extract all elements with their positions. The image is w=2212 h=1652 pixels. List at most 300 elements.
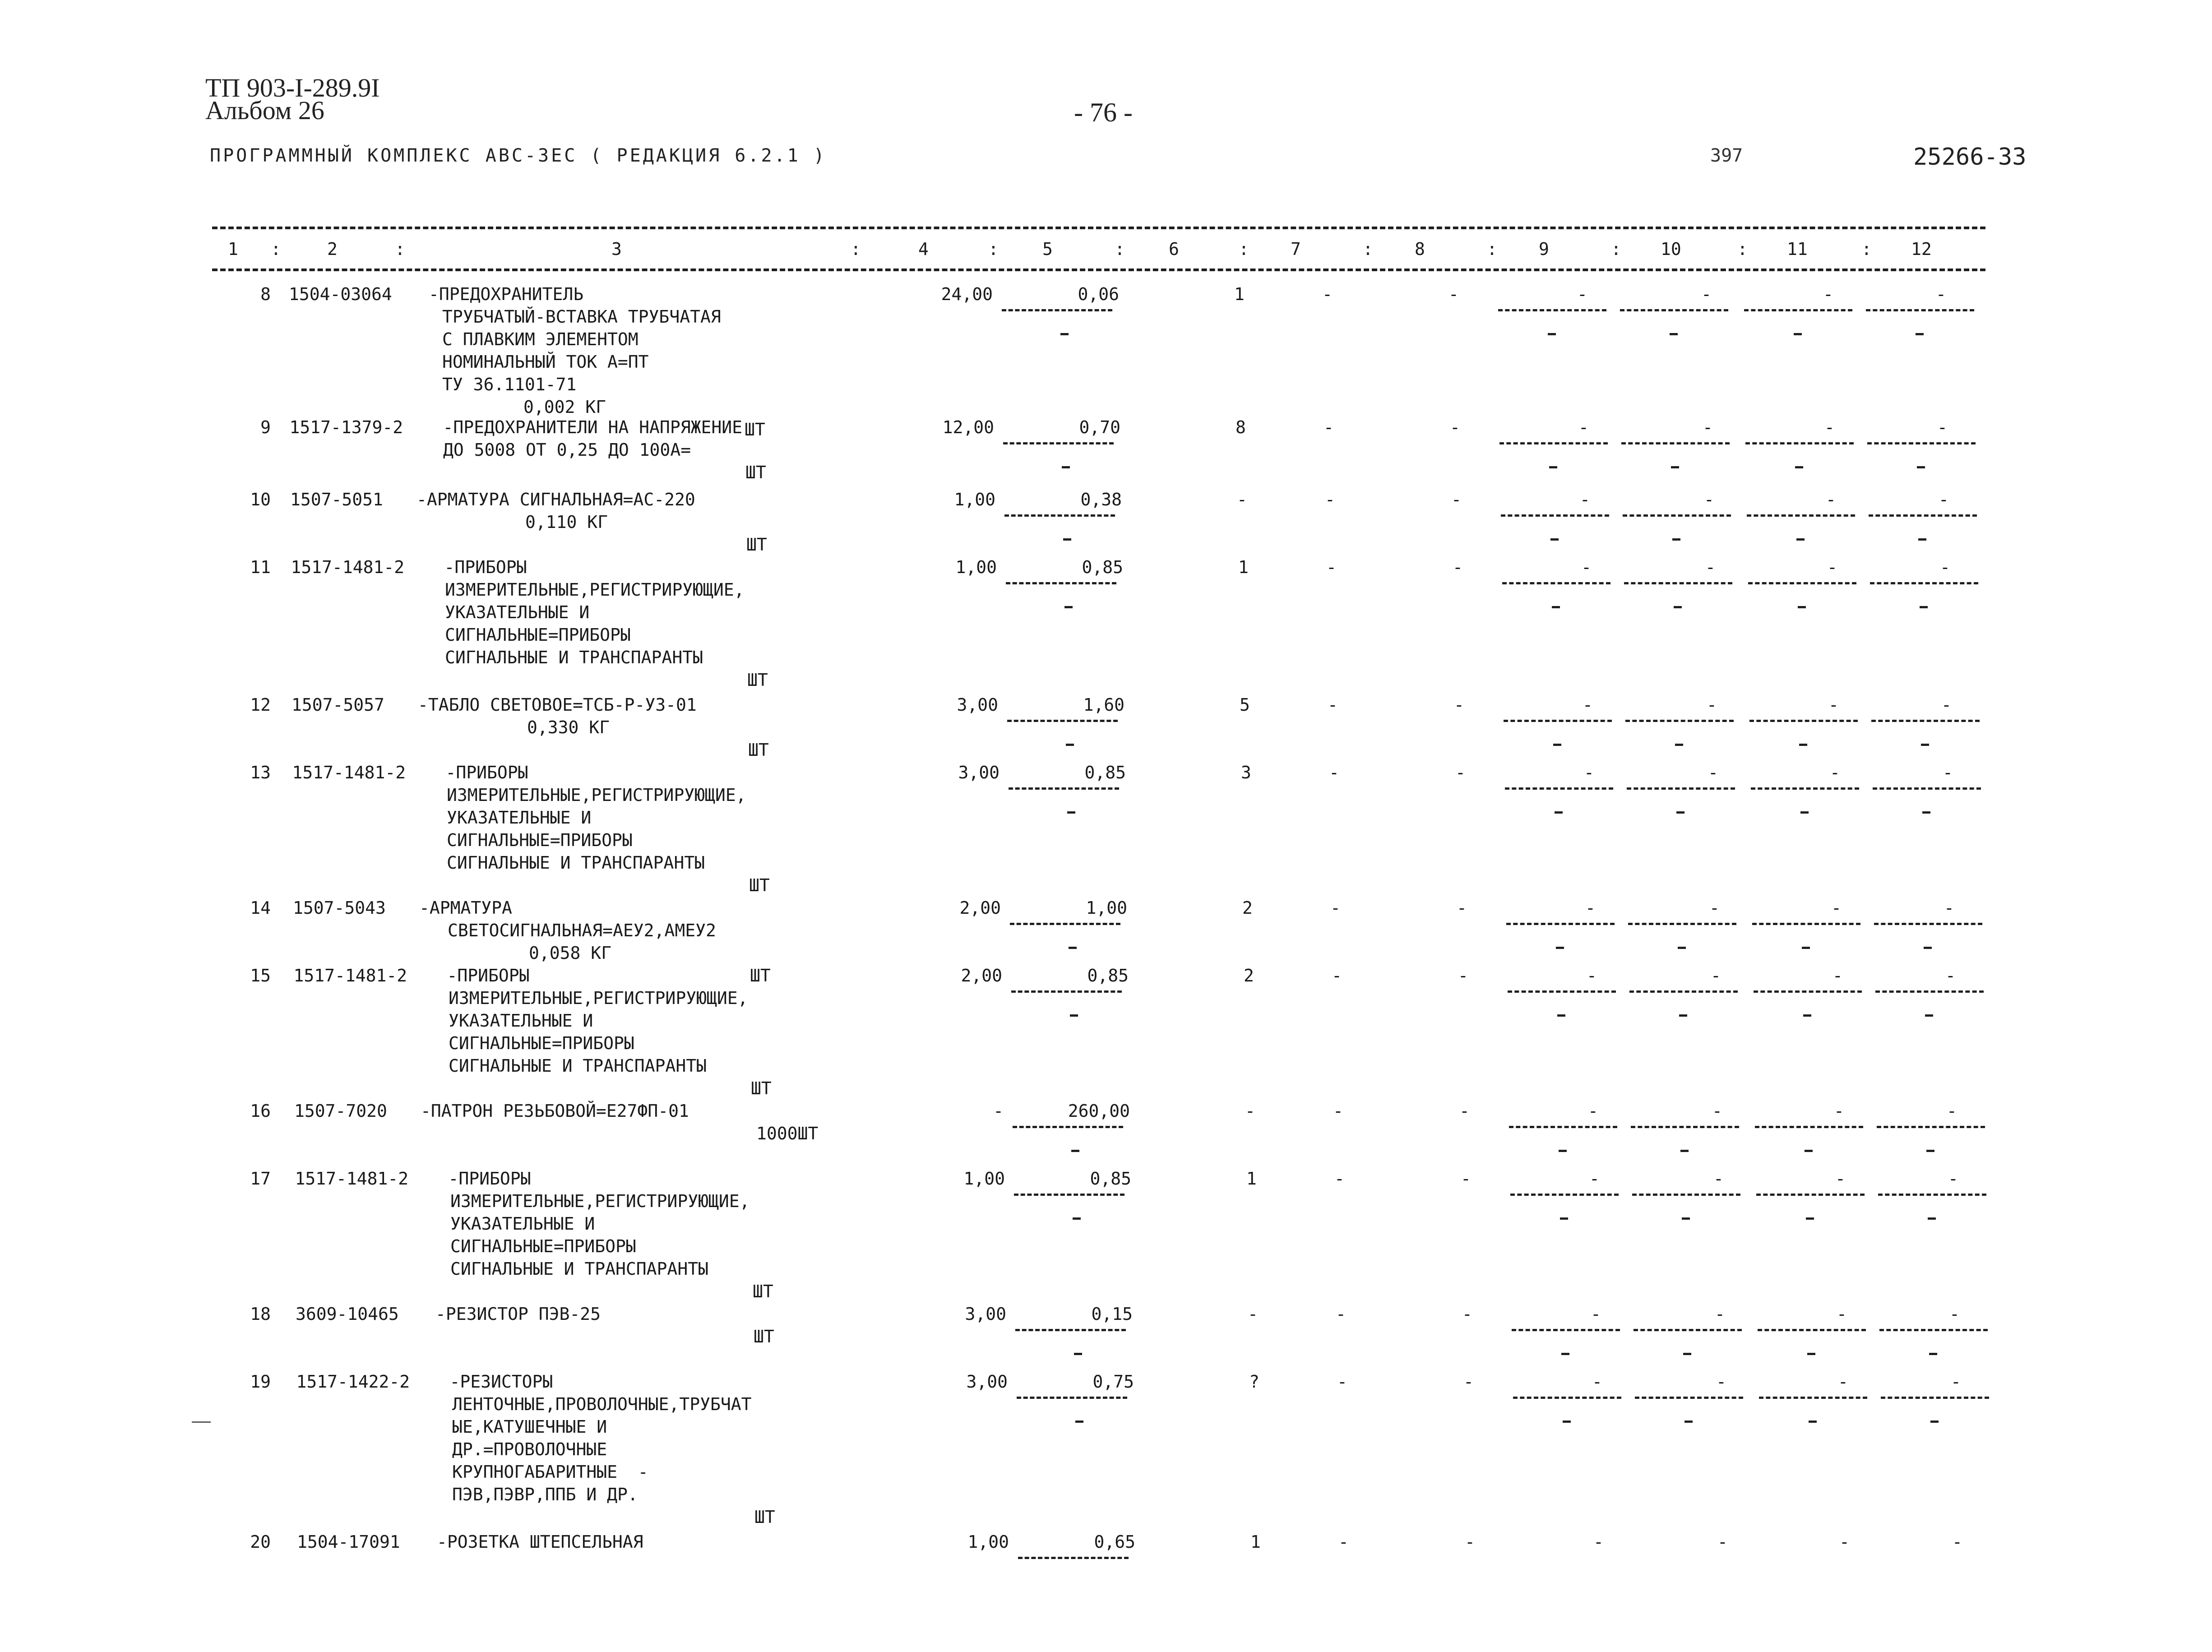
cell-underline (1871, 720, 1980, 722)
dash-value: - (1585, 898, 1596, 918)
dash-value: - (1323, 417, 1334, 437)
cell-underline (1754, 990, 1862, 993)
dash-value: - (1329, 763, 1339, 782)
unit-price-value: 0,75 (1092, 1372, 1134, 1392)
description-line: ШТ (750, 966, 771, 986)
unit-price-value: 0,85 (1084, 763, 1126, 782)
dash-value: - (1326, 557, 1337, 577)
resource-code: 1517-1481-2 (293, 966, 407, 986)
cell-underline (1635, 1397, 1743, 1399)
row-number: 8 (260, 284, 271, 304)
dash-value: - (1949, 1304, 1960, 1324)
description-line: -ПРЕДОХРАНИТЕЛЬ (429, 284, 584, 304)
unit-price-value: 0,38 (1080, 490, 1122, 509)
description-line: СИГНАЛЬНЫЕ И ТРАНСПАРАНТЫ (445, 648, 703, 667)
resource-code: 1504-03064 (289, 284, 392, 304)
quantity-value: 3,00 (966, 1372, 1008, 1392)
dash-value: - (1450, 417, 1460, 437)
quantity-value: 1,00 (963, 1169, 1005, 1189)
column-header: 7 (1291, 239, 1301, 259)
column-header: 12 (1911, 239, 1932, 259)
description-line: ШТ (746, 535, 767, 555)
dash-value: - (1336, 1304, 1346, 1324)
description-line: -ПРИБОРЫ (444, 557, 527, 577)
dash-value: - (1838, 1372, 1848, 1392)
dash-value: - (1943, 763, 1953, 782)
dash-mark (1926, 1150, 1934, 1152)
column-6-value: - (1245, 1101, 1255, 1121)
dash-mark (1676, 811, 1684, 814)
unit-price-value: 1,00 (1086, 898, 1127, 918)
dash-value: - (1948, 1169, 1958, 1189)
quantity-value: 3,00 (957, 695, 998, 715)
dash-mark (1918, 538, 1926, 541)
column-6-value: - (1248, 1304, 1258, 1324)
cell-underline (1758, 1329, 1866, 1331)
cell-underline (1499, 442, 1608, 444)
dash-value: - (1712, 1101, 1722, 1121)
column-separator: : (1363, 239, 1373, 259)
cell-underline (1498, 309, 1606, 311)
dash-value: - (1940, 557, 1950, 577)
dash-mark (1682, 1217, 1690, 1220)
dash-mark (1074, 1353, 1082, 1355)
price-underline (1010, 923, 1120, 925)
dash-value: - (1939, 490, 1949, 509)
cell-underline (1881, 1397, 1989, 1399)
cell-underline (1747, 514, 1855, 517)
resource-code: 3609-10465 (296, 1304, 399, 1324)
dash-value: - (1711, 966, 1721, 986)
dash-value: - (1833, 966, 1843, 986)
dash-mark (1670, 333, 1678, 335)
cell-underline (1620, 309, 1728, 311)
dash-mark (1809, 1421, 1817, 1423)
column-header: 1 (228, 239, 238, 259)
dash-mark (1679, 1014, 1687, 1017)
cell-underline (1634, 1329, 1742, 1331)
program-title: ПРОГРАММНЫЙ КОМПЛЕКС АВС-3ЕС ( РЕДАКЦИЯ 6.2.1 ) (210, 145, 827, 166)
dash-value: - (1592, 1372, 1602, 1392)
description-line: ИЗМЕРИТЕЛЬНЫЕ,РЕГИСТРИРУЮЩИЕ, (450, 1191, 750, 1211)
dash-value: - (1330, 898, 1341, 918)
cell-underline (1508, 990, 1616, 993)
dash-value: - (1333, 1101, 1343, 1121)
column-6-value: ? (1249, 1372, 1259, 1392)
dash-value: - (1325, 490, 1335, 509)
table-row (0, 1304, 2212, 1347)
dash-mark (1802, 947, 1810, 949)
dash-mark (1073, 1217, 1081, 1220)
dash-mark (1563, 1421, 1571, 1423)
dash-mark (1806, 1217, 1814, 1220)
description-line: ЛЕНТОЧНЫЕ,ПРОВОЛОЧНЫЕ,ТРУБЧАТ (452, 1394, 752, 1414)
column-separator: : (851, 239, 861, 259)
column-6-value: - (1237, 490, 1247, 509)
resource-code: 1517-1481-2 (291, 557, 405, 577)
resource-code: 1507-5057 (292, 695, 384, 715)
price-underline (1013, 1126, 1123, 1128)
row-number: 12 (250, 695, 271, 715)
description-line: ШТ (745, 420, 765, 440)
quantity-value: 1,00 (955, 557, 997, 577)
description-line: СИГНАЛЬНЫЕ И ТРАНСПАРАНТЫ (450, 1259, 708, 1279)
column-6-value: 1 (1250, 1532, 1261, 1552)
dash-value: - (1828, 695, 1839, 715)
dash-value: - (1578, 417, 1589, 437)
cell-underline (1512, 1329, 1620, 1331)
description-line: УКАЗАТЕЛЬНЫЕ И (449, 1011, 593, 1031)
dash-mark (1684, 1421, 1693, 1423)
price-underline (1004, 514, 1115, 517)
dash-mark (1796, 538, 1805, 541)
dash-value: - (1448, 284, 1459, 304)
dash-mark (1561, 1353, 1569, 1355)
description-line: СИГНАЛЬНЫЕ=ПРИБОРЫ (447, 830, 633, 850)
dash-mark (1924, 947, 1932, 949)
dash-mark (1683, 1353, 1691, 1355)
dash-mark (1672, 538, 1680, 541)
description-line: -РОЗЕТКА ШТЕПСЕЛЬНАЯ (437, 1532, 643, 1552)
dash-value: - (1937, 417, 1948, 437)
column-header: 8 (1415, 239, 1425, 259)
dash-value: - (1707, 695, 1717, 715)
dash-value: - (1839, 1532, 1850, 1552)
row-number: 14 (250, 898, 271, 918)
cell-underline (1745, 442, 1854, 444)
dash-value: - (1834, 1101, 1844, 1121)
dash-value: - (1835, 1169, 1846, 1189)
dash-value: - (1826, 490, 1836, 509)
description-line: СИГНАЛЬНЫЕ=ПРИБОРЫ (445, 625, 631, 645)
column-separator: : (1611, 239, 1621, 259)
dash-mark (1075, 1421, 1083, 1423)
price-underline (1018, 1557, 1129, 1559)
dash-value: - (1459, 1101, 1470, 1121)
resource-code: 1507-5043 (293, 898, 386, 918)
dash-value: - (1716, 1372, 1726, 1392)
table-header-rule (212, 268, 1985, 271)
description-line: -ТАБЛО СВЕТОВОЕ=ТСБ-Р-У3-01 (418, 695, 697, 715)
description-line: СИГНАЛЬНЫЕ=ПРИБОРЫ (450, 1236, 636, 1256)
column-header: 3 (611, 239, 622, 259)
dash-value: - (1581, 557, 1592, 577)
cell-underline (1874, 923, 1982, 925)
column-separator: : (395, 239, 405, 259)
table-top-rule (212, 227, 1985, 229)
dash-value: - (1451, 490, 1462, 509)
dash-mark (1550, 538, 1559, 541)
cell-underline (1628, 923, 1736, 925)
dash-value: - (1936, 284, 1946, 304)
cell-underline (1878, 1194, 1986, 1196)
column-separator: : (988, 239, 999, 259)
dash-mark (1556, 947, 1564, 949)
description-line: -ПРЕДОХРАНИТЕЛИ НА НАПРЯЖЕНИЕ (443, 417, 742, 437)
row-number: 19 (250, 1372, 271, 1392)
description-line: 0,110 КГ (525, 512, 608, 532)
cell-underline (1624, 582, 1732, 584)
cell-underline (1631, 1126, 1739, 1128)
column-header: 4 (918, 239, 929, 259)
description-line: -АРМАТУРА (419, 898, 512, 918)
description-line: ЫЕ,КАТУШЕЧНЫЕ И (452, 1417, 607, 1437)
column-6-value: 2 (1244, 966, 1254, 986)
dash-value: - (1465, 1532, 1475, 1552)
dash-value: - (1830, 763, 1840, 782)
quantity-value: 12,00 (942, 417, 994, 437)
cell-underline (1621, 442, 1730, 444)
dash-mark (1549, 466, 1557, 468)
column-header: 10 (1661, 239, 1681, 259)
margin-mark (192, 1421, 211, 1423)
column-header: 6 (1169, 239, 1179, 259)
resource-code: 1517-1481-2 (295, 1169, 409, 1189)
quantity-value: 2,00 (961, 966, 1002, 986)
dash-mark (1071, 1150, 1079, 1152)
dash-value: - (1589, 1169, 1600, 1189)
column-header: 11 (1787, 239, 1808, 259)
dash-mark (1555, 811, 1563, 814)
dash-value: - (1334, 1169, 1345, 1189)
cell-underline (1744, 309, 1852, 311)
dash-mark (1067, 811, 1075, 814)
column-separator: : (1737, 239, 1748, 259)
cell-underline (1510, 1194, 1619, 1196)
unit-price-value: 0,15 (1091, 1304, 1133, 1324)
price-underline (1011, 990, 1122, 993)
cell-underline (1875, 990, 1984, 993)
dash-mark (1917, 466, 1925, 468)
description-line: -ПРИБОРЫ (445, 763, 528, 782)
cell-underline (1632, 1194, 1740, 1196)
description-line: ИЗМЕРИТЕЛЬНЫЕ,РЕГИСТРИРУЮЩИЕ, (447, 785, 746, 805)
dash-value: - (1944, 898, 1954, 918)
description-line: ШТ (745, 463, 766, 482)
dash-mark (1925, 1014, 1933, 1017)
cell-underline (1749, 720, 1858, 722)
description-line: ШТ (751, 1078, 772, 1098)
dash-mark (1920, 606, 1928, 608)
dash-mark (1795, 466, 1803, 468)
description-line: СИГНАЛЬНЫЕ=ПРИБОРЫ (449, 1033, 634, 1053)
cell-underline (1870, 582, 1978, 584)
unit-price-value: 0,85 (1090, 1169, 1131, 1189)
dash-mark (1063, 538, 1071, 541)
price-underline (1017, 1397, 1127, 1399)
cell-underline (1509, 1126, 1617, 1128)
cell-underline (1748, 582, 1856, 584)
dash-mark (1070, 1014, 1078, 1017)
dash-value: - (1591, 1304, 1601, 1324)
cell-underline (1751, 787, 1859, 790)
description-line: -РЕЗИСТОРЫ (449, 1372, 553, 1392)
column-separator: : (1487, 239, 1497, 259)
dash-value: - (1715, 1304, 1725, 1324)
row-number: 15 (250, 966, 271, 986)
dash-value: - (1704, 490, 1714, 509)
dash-mark (1807, 1353, 1815, 1355)
page-number: - 76 - (1074, 97, 1133, 127)
dash-value: - (1322, 284, 1333, 304)
dash-value: - (1453, 557, 1463, 577)
cell-underline (1756, 1194, 1865, 1196)
description-line: 0,002 КГ (523, 397, 606, 417)
cell-underline (1869, 514, 1977, 517)
dash-value: - (1823, 284, 1833, 304)
dash-mark (1799, 744, 1807, 746)
row-number: 13 (250, 763, 271, 782)
column-separator: : (1861, 239, 1872, 259)
dash-value: - (1462, 1304, 1472, 1324)
column-separator: : (271, 239, 281, 259)
cell-underline (1513, 1397, 1621, 1399)
cell-underline (1752, 923, 1860, 925)
resource-code: 1504-17091 (297, 1532, 400, 1552)
dash-mark (1805, 1150, 1813, 1152)
cell-underline (1759, 1397, 1867, 1399)
column-6-value: 1 (1238, 557, 1249, 577)
column-header: 9 (1539, 239, 1549, 259)
description-line: ШТ (749, 875, 770, 895)
resource-code: 1517-1481-2 (292, 763, 406, 782)
price-underline (1003, 442, 1114, 444)
column-6-value: 1 (1234, 284, 1245, 304)
price-underline (1009, 787, 1119, 790)
dash-mark (1794, 333, 1802, 335)
column-separator: : (1115, 239, 1125, 259)
dash-mark (1798, 606, 1806, 608)
dash-value: - (1332, 966, 1342, 986)
dash-mark (1922, 811, 1930, 814)
resource-code: 1507-5051 (290, 490, 383, 509)
cell-underline (1873, 787, 1981, 790)
dash-value: - (1703, 417, 1713, 437)
price-underline (1015, 1329, 1126, 1331)
description-line: -ПРИБОРЫ (448, 1169, 531, 1189)
dash-value: - (1584, 763, 1594, 782)
dash-value: - (1337, 1372, 1347, 1392)
album-number: Альбом 26 (205, 96, 324, 125)
description-line: НОМИНАЛЬНЫЙ ТОК А=ПТ (442, 352, 649, 372)
quantity-value: 1,00 (967, 1532, 1009, 1552)
cell-underline (1501, 514, 1609, 517)
unit-price-value: 0,65 (1094, 1532, 1135, 1552)
description-line: УКАЗАТЕЛЬНЫЕ И (450, 1214, 595, 1234)
column-6-value: 3 (1241, 763, 1251, 782)
cell-underline (1625, 720, 1734, 722)
resource-code: 1507-7020 (294, 1101, 387, 1121)
dash-value: - (1709, 898, 1720, 918)
dash-mark (1069, 947, 1077, 949)
dash-value: - (1328, 695, 1338, 715)
description-line: С ПЛАВКИМ ЭЛЕМЕНТОМ (442, 329, 639, 349)
quantity-value: 1,00 (954, 490, 995, 509)
description-line: ИЗМЕРИТЕЛЬНЫЕ,РЕГИСТРИРУЮЩИЕ, (449, 988, 748, 1008)
dash-mark (1671, 466, 1679, 468)
description-line: ДО 5008 ОТ 0,25 ДО 100А= (443, 440, 691, 460)
column-6-value: 8 (1236, 417, 1246, 437)
cell-underline (1623, 514, 1731, 517)
unit-price-value: 0,06 (1078, 284, 1119, 304)
dash-value: - (1577, 284, 1587, 304)
dash-mark (1560, 1217, 1568, 1220)
dash-value: - (1951, 1372, 1961, 1392)
dash-mark (1674, 606, 1682, 608)
dash-value: - (1941, 695, 1952, 715)
dash-value: - (1583, 695, 1593, 715)
dash-mark (1929, 1353, 1937, 1355)
dash-value: - (1831, 898, 1842, 918)
unit-price-value: 0,85 (1082, 557, 1123, 577)
cell-underline (1879, 1329, 1988, 1331)
dash-mark (1060, 333, 1069, 335)
dash-value: - (1593, 1532, 1604, 1552)
dash-value: - (1708, 763, 1718, 782)
dash-mark (1675, 744, 1683, 746)
description-line: ШТ (754, 1327, 774, 1347)
description-line: -АРМАТУРА СИГНАЛЬНАЯ=АС-220 (416, 490, 695, 509)
column-6-value: 1 (1246, 1169, 1257, 1189)
dash-value: - (1455, 763, 1466, 782)
column-header: 2 (327, 239, 338, 259)
description-line: -ПРИБОРЫ (447, 966, 530, 986)
document-code: ТП 903-I-289.9I (205, 73, 380, 102)
cell-underline (1629, 990, 1738, 993)
dash-value: - (1945, 966, 1956, 986)
description-line: ДР.=ПРОВОЛОЧНЫЕ (452, 1439, 607, 1459)
dash-mark (1559, 1150, 1567, 1152)
cell-underline (1506, 923, 1615, 925)
cell-underline (1866, 309, 1974, 311)
row-number: 16 (250, 1101, 271, 1121)
quantity-value: - (993, 1101, 1004, 1121)
dash-mark (1930, 1421, 1939, 1423)
dash-value: - (1717, 1532, 1728, 1552)
cell-underline (1867, 442, 1976, 444)
price-underline (1007, 720, 1118, 722)
cell-underline (1502, 582, 1610, 584)
sheet-number: 397 (1710, 145, 1743, 166)
description-line: УКАЗАТЕЛЬНЫЕ И (445, 602, 590, 622)
description-line: -ПАТРОН РЕЗЬБОВОЙ=Е27ФП-01 (421, 1101, 689, 1121)
description-line: СИГНАЛЬНЫЕ И ТРАНСПАРАНТЫ (447, 853, 705, 873)
dash-value: - (1947, 1101, 1957, 1121)
description-line: СИГНАЛЬНЫЕ И ТРАНСПАРАНТЫ (449, 1056, 707, 1076)
dash-value: - (1580, 490, 1590, 509)
dash-mark (1064, 606, 1073, 608)
quantity-value: 24,00 (941, 284, 993, 304)
dash-mark (1552, 606, 1560, 608)
dash-value: - (1713, 1169, 1724, 1189)
row-number: 9 (260, 417, 271, 437)
dash-mark (1928, 1217, 1936, 1220)
quantity-value: 2,00 (959, 898, 1001, 918)
description-line: 0,330 КГ (527, 717, 610, 737)
estimate-code: 25266-33 (1913, 143, 2027, 171)
row-number: 10 (250, 490, 271, 509)
description-line: -РЕЗИСТОР ПЭВ-25 (435, 1304, 601, 1324)
description-line: УКАЗАТЕЛЬНЫЕ И (447, 808, 592, 828)
dash-mark (1557, 1014, 1565, 1017)
dash-mark (1921, 744, 1929, 746)
dash-mark (1548, 333, 1556, 335)
price-underline (1014, 1194, 1125, 1196)
description-line: 1000ШТ (756, 1124, 819, 1143)
dash-value: - (1461, 1169, 1471, 1189)
row-number: 11 (250, 557, 271, 577)
table-row (0, 557, 2212, 690)
